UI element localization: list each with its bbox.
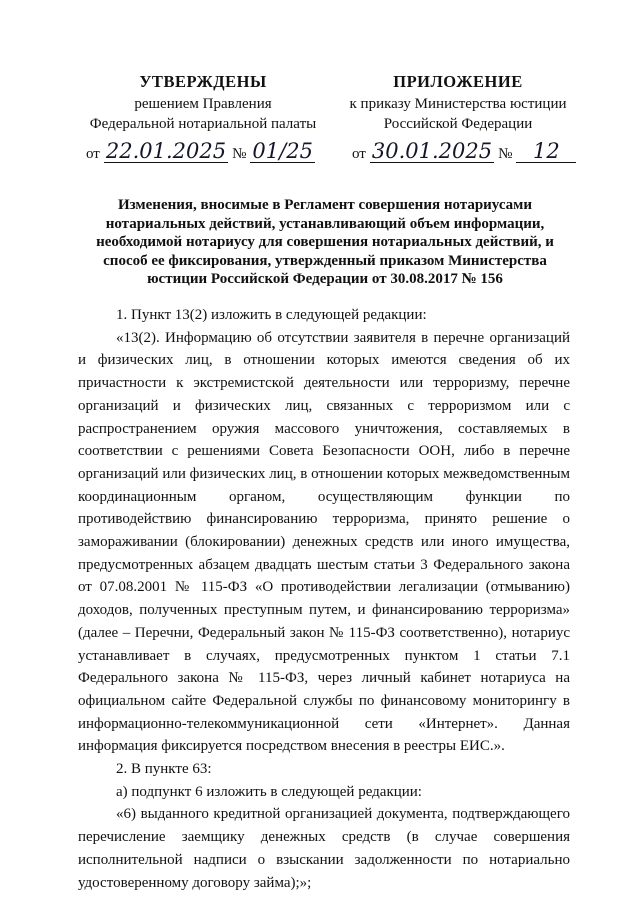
paragraph-subitem-a-text: «6) выданного кредитной организацией документа, подтверждающего перечисление заемщику денежных средств (в случае совершения исполнительной надписи о взыскании задолженности по нотариально удостоверенному договору займа);»; [78, 806, 570, 891]
paragraph-item-1: 1. Пункт 13(2) изложить в следующей редакции: [116, 307, 427, 323]
appendix-line-2: Российской Федерации [383, 116, 533, 132]
approval-dateline [86, 140, 315, 163]
appendix-title: ПРИЛОЖЕНИЕ [393, 72, 523, 91]
approval-date-handwritten: 22.01.2025 [105, 139, 227, 163]
appendix-dateline [352, 140, 576, 163]
appendix-number-sign: № [498, 146, 513, 162]
approval-stamp-block [78, 72, 328, 134]
approval-line-1: решением Правления [134, 96, 272, 112]
appendix-line-1: к приказу Министерства юстиции [349, 96, 567, 112]
approval-title: УТВЕРЖДЕНЫ [139, 72, 267, 91]
paragraph-subitem-a: а) подпункт 6 изложить в следующей редакции: [116, 783, 422, 800]
appendix-block [340, 72, 576, 134]
document-body [78, 304, 570, 894]
approval-number-handwritten: 01/25 [252, 139, 313, 163]
approval-line-2: Федеральной нотариальной палаты [89, 116, 317, 132]
approval-number-sign: № [232, 146, 247, 162]
appendix-date-prefix: от [352, 146, 366, 162]
appendix-number-handwritten: 12 [516, 140, 576, 163]
document-title: Изменения, вносимые в Регламент совершения нотариусами нотариальных действий, устанавливающий объем информации, необходимой нотариусу для совершения нотариальных действий, и способ ее фиксирования, утвержденный приказом Министерства юстиции Российской Федерации от 30.08.2017 № 156 [96, 197, 554, 288]
paragraph-item-1-text: «13(2). Информацию об отсутствии заявителя в перечне организаций и физических лиц, в отношении которых имеются сведения об их причастности к экстремистской деятельности или терроризму, перечне организаций и физических лиц, связанных с терроризмом или с распространением оружия массового уничтожения, составляемых в соответствии с решениями Совета Безопасности ООН, либо в перечне организаций или физических лиц, в отношении которых межведомственным координационным органом, осуществляющим функции по противодействию финансированию терроризма, принято решение о замораживании (блокировании) денежных средств или иного имущества, предусмотренных абзацем двадцать шестым статьи 3 Федерального закона от 07.08.2001 № 115-ФЗ «О противодействии легализации (отмыванию) доходов, полученных преступным путем, и финансированию терроризма» (далее – Перечни, Федеральный закон № 115-ФЗ соответственно), нотариус устанавливает в случаях, предусмотренных пунктом 1 статьи 7.1 Федерального закона № 115-ФЗ, через личный кабинет нотариуса на официальном сайте Федеральной службы по финансовому мониторингу в информационно-телекоммуникационной сети «Интернет». Данная информация фиксируется посредством внесения в реестры ЕИС.». [78, 329, 570, 755]
approval-date-prefix: от [86, 146, 100, 162]
paragraph-item-2: 2. В пункте 63: [116, 761, 212, 778]
appendix-date-handwritten: 30.01.2025 [371, 139, 493, 163]
